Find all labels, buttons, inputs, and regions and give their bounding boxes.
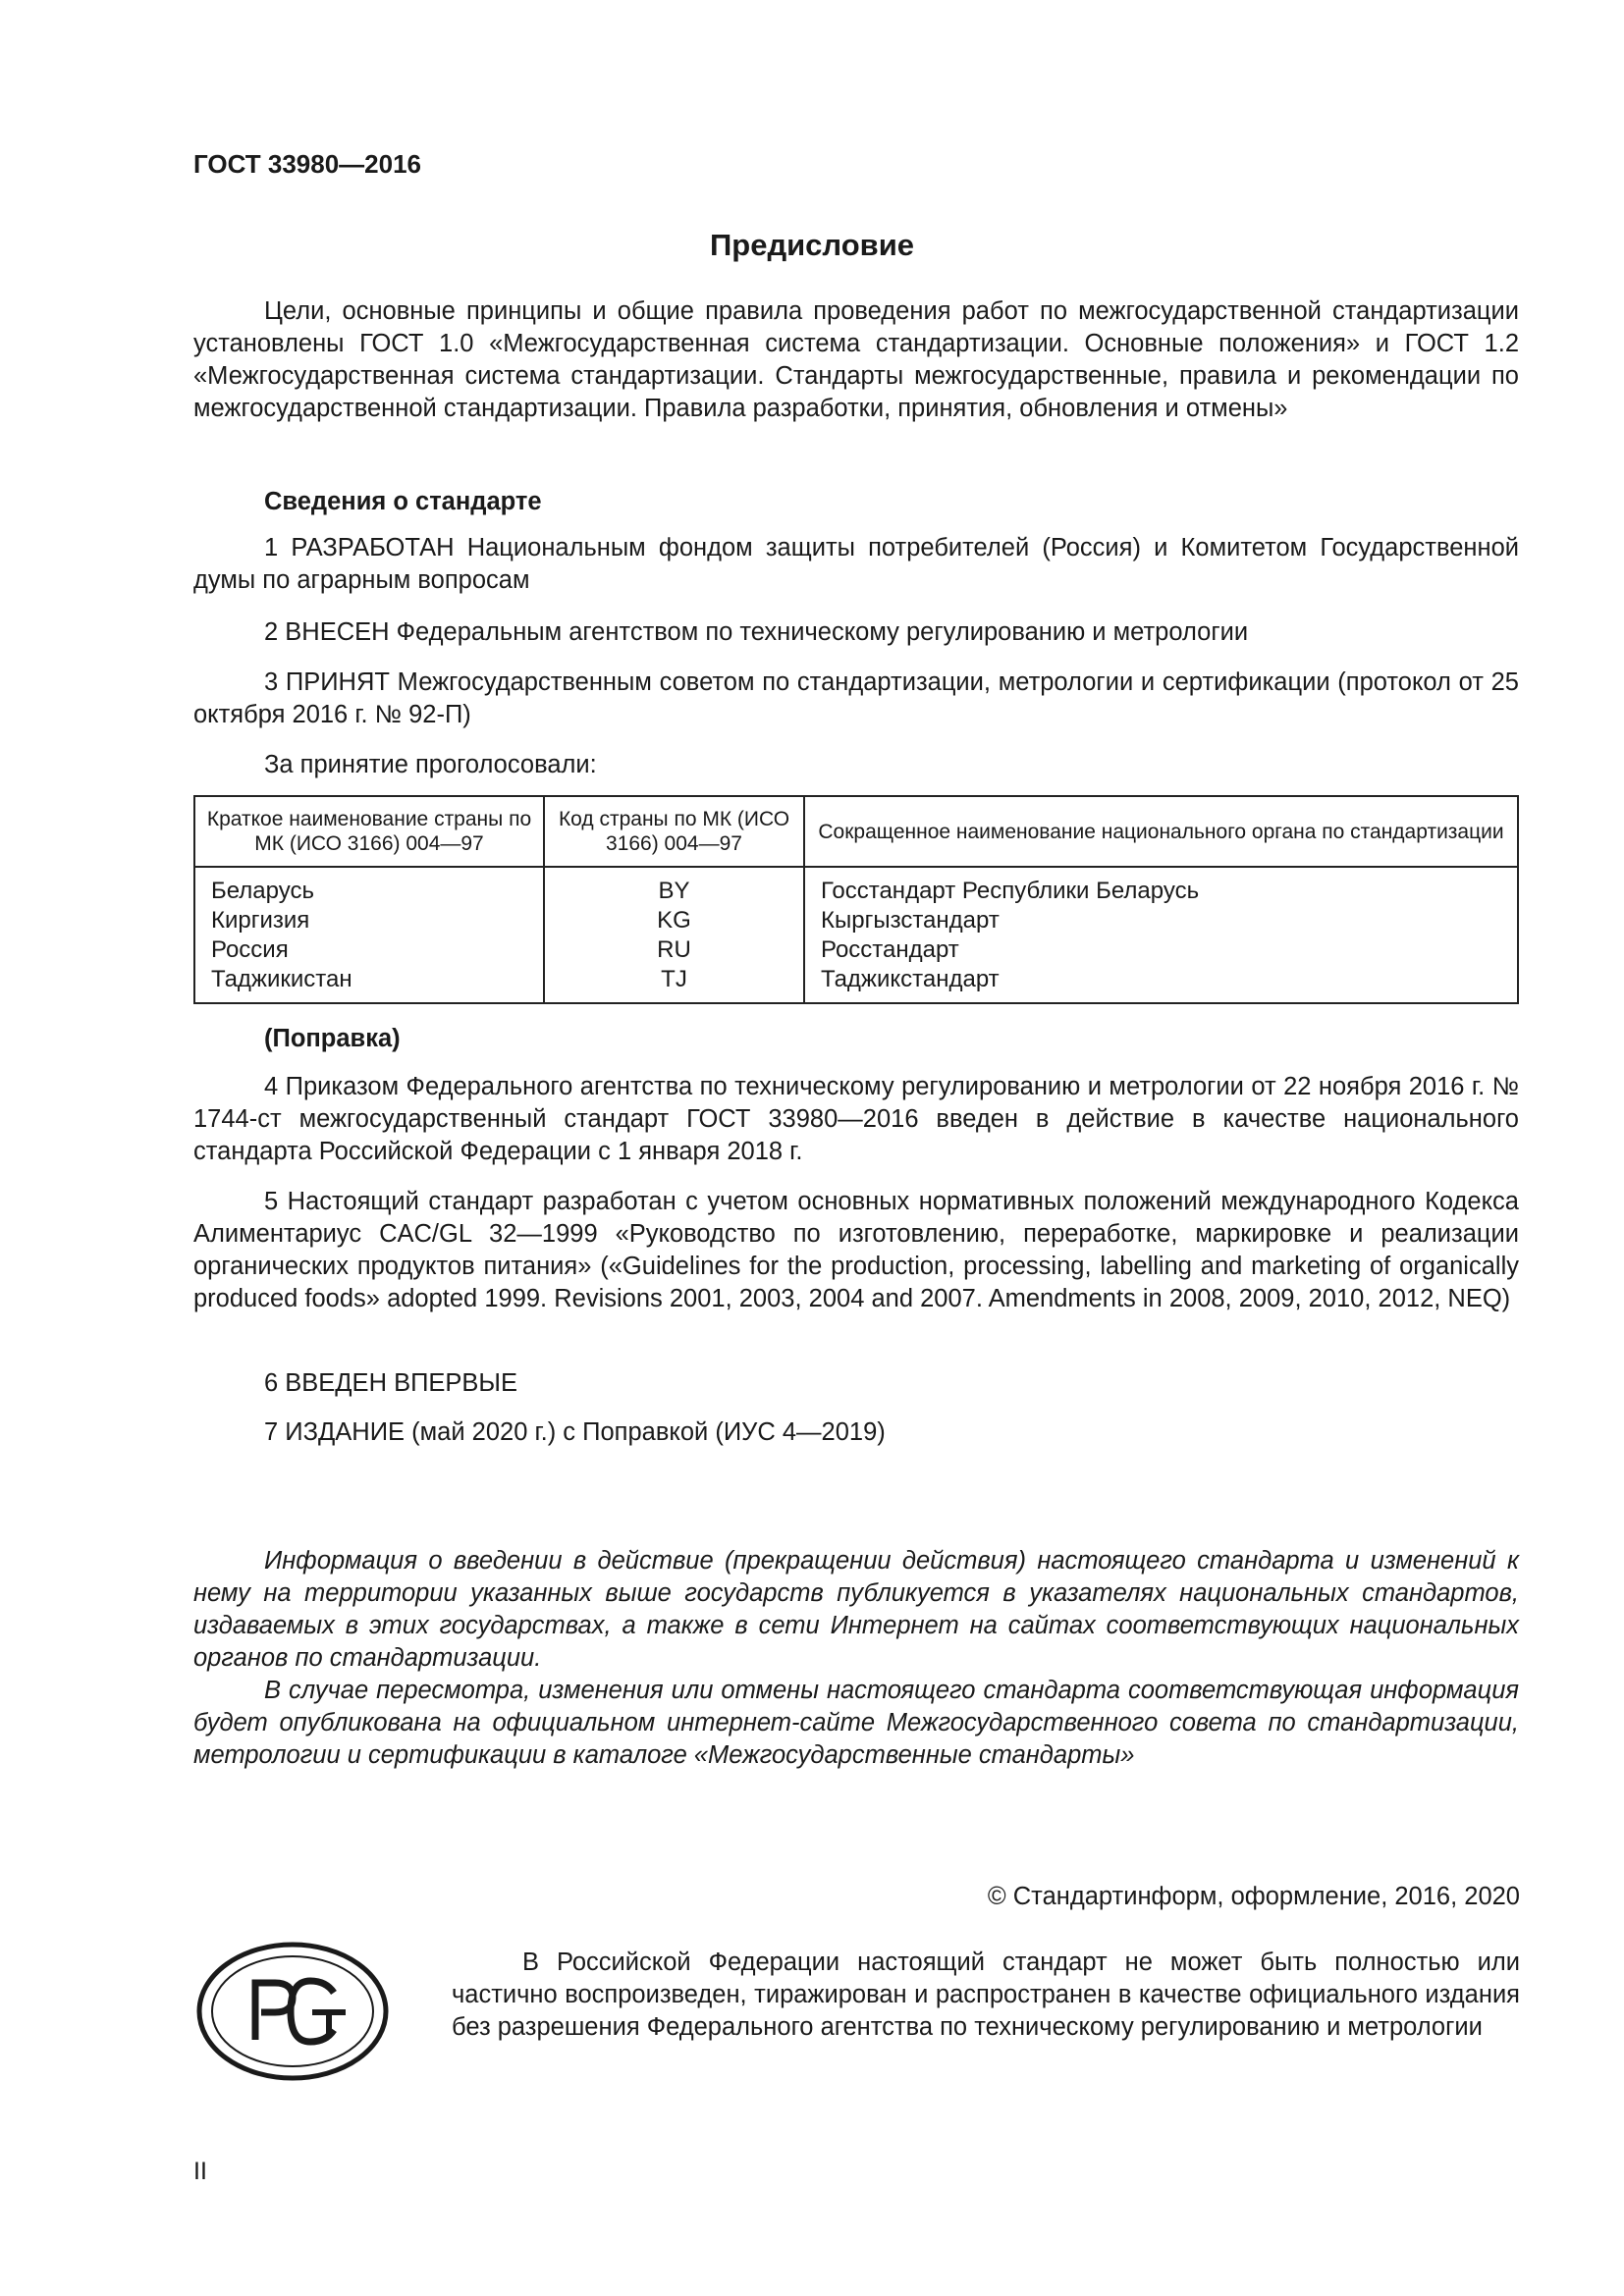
amendment-label: (Поправка) [264,1025,401,1052]
item-4-order: 4 Приказом Федерального агентства по техническому регулированию и метрологии от 22 ноября 2016 г. № 1744-ст межгосударственный стандарт ГОСТ 33980—2016 введен в действие в качестве национального стандарта Российской Федерации с 1 января 2018 г. [193,1073,1519,1165]
code-cell: TJ [544,965,804,1003]
item-2-submitted: 2 ВНЕСЕН Федеральным агентством по техническому регулированию и метрологии [264,618,1249,646]
country-cell: Таджикистан [194,965,544,1003]
column-header-country: Краткое наименование страны по МК (ИСО 3166) 004—97 [194,796,544,867]
column-header-body: Сокращенное наименование национального органа по стандартизации [804,796,1518,867]
body-cell: Росстандарт [804,935,1518,965]
item-6-first-introduced: 6 ВВЕДЕН ВПЕРВЫЕ [264,1369,518,1397]
page-number: II [193,2158,207,2185]
table-row [194,935,1518,965]
body-cell: Кыргызстандарт [804,906,1518,935]
table-row [194,906,1518,935]
column-header-code: Код страны по МК (ИСО 3166) 004—97 [544,796,804,867]
document-code: ГОСТ 33980—2016 [193,149,421,179]
code-cell: KG [544,906,804,935]
item-3-adopted: 3 ПРИНЯТ Межгосударственным советом по стандартизации, метрологии и сертификации (протокол от 25 октября 2016 г. № 92-П) [193,668,1519,728]
rst-logo-icon [196,1942,389,2081]
info-italic-paragraph-1: Информация о введении в действие (прекращении действия) настоящего стандарта и изменений к нему на территории указанных выше государств публикуется в указателях национальных стандартов, издаваемых в этих государствах, а также в сети Интернет на сайтах соответствующих национальных органов по стандартизации. [193,1547,1519,1672]
table-row [194,867,1518,906]
code-cell: RU [544,935,804,965]
rst-logo [196,1942,389,2081]
copyright-notice: В Российской Федерации настоящий стандарт не может быть полностью или частично воспроизведен, тиражирован и распространен в качестве официального издания без разрешения Федерального агентства по техническому регулированию и метрологии [452,1949,1520,2041]
body-cell: Таджикстандарт [804,965,1518,1003]
intro-paragraph: Цели, основные принципы и общие правила проведения работ по межгосударственной стандартизации установлены ГОСТ 1.0 «Межгосударственная система стандартизации. Основные положения» и ГОСТ 1.2 «Межгосударственная система стандартизации. Стандарты межгосударственные, правила и рекомендации по межгосударственной стандартизации. Правила разработки, принятия, обновления и отмены» [193,297,1519,422]
voting-table [193,795,1519,1004]
country-cell: Киргизия [194,906,544,935]
country-cell: Беларусь [194,867,544,906]
page-title: Предисловие [709,228,914,262]
country-cell: Россия [194,935,544,965]
voted-label: За принятие проголосовали: [264,751,597,778]
table-row [194,965,1518,1003]
item-1-developed: 1 РАЗРАБОТАН Национальным фондом защиты потребителей (Россия) и Комитетом Государственной думы по аграрным вопросам [193,534,1519,594]
info-heading: Сведения о стандарте [264,488,542,515]
body-cell: Госстандарт Республики Беларусь [804,867,1518,906]
item-7-edition: 7 ИЗДАНИЕ (май 2020 г.) с Поправкой (ИУС 4—2019) [264,1418,886,1446]
code-cell: BY [544,867,804,906]
table-header-row [194,796,1518,867]
info-italic-paragraph-2: В случае пересмотра, изменения или отмены настоящего стандарта соответствующая информация будет опубликована на официальном интернет-сайте Межгосударственного совета по стандартизации, метрологии и сертификации в каталоге «Межгосударственные стандарты» [193,1677,1519,1769]
copyright-line: © Стандартинформ, оформление, 2016, 2020 [987,1883,1520,1910]
item-5-codex: 5 Настоящий стандарт разработан с учетом основных нормативных положений международного Кодекса Алиментариус CAC/GL 32—1999 «Руководство по изготовлению, переработке, маркировке и реализации органических продуктов питания» («Guidelines for the production, processing, labelling and marketing of organically produced foods» adopted 1999. Revisions 2001, 2003, 2004 and 2007. Amendments in 2008, 2009, 2010, 2012, NEQ) [193,1188,1519,1312]
